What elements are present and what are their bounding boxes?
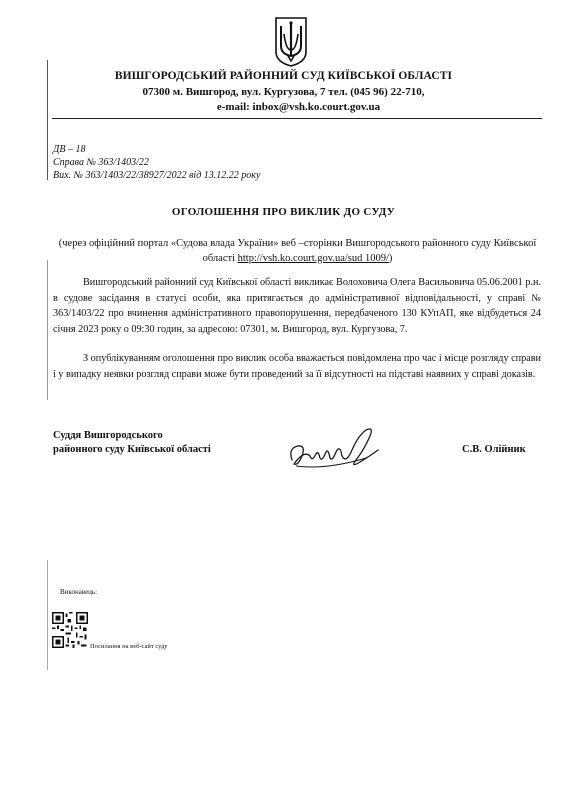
header-divider xyxy=(52,118,542,119)
trident-emblem-icon xyxy=(273,16,309,68)
scan-artifact xyxy=(47,60,48,180)
executor-label: Виконавець: xyxy=(60,588,98,596)
scan-artifact xyxy=(47,560,48,670)
outgoing-number: Вих. № 363/1403/22/38927/2022 від 13.12.22 року xyxy=(53,170,261,181)
court-name: ВИШГОРОДСЬКИЙ РАЙОННИЙ СУД КИЇВСЬКОЇ ОБЛАСТІ xyxy=(114,70,453,82)
judge-title-line2: районного суду Київської області xyxy=(53,444,211,455)
notification-paragraph: З опублікуванням оголошення про виклик особа вважається повідомлена про час і місце розгляду справи і у випадку неявки розгляд справи може бути проведений за її відсутності на підставі наявних у справі доказів. xyxy=(53,353,541,380)
judge-name: С.В. Олійник xyxy=(462,444,526,455)
handwritten-signature xyxy=(286,420,386,480)
notice-title: ОГОЛОШЕННЯ ПРО ВИКЛИК ДО СУДУ xyxy=(171,206,396,218)
qr-code-icon[interactable] xyxy=(52,612,88,648)
court-website-link[interactable]: http://vsh.ko.court.gov.ua/sud 1009/ xyxy=(237,253,389,264)
case-number: Справа № 363/1403/22 xyxy=(53,157,149,168)
judge-title-line1: Суддя Вишгородського xyxy=(53,430,163,441)
summons-paragraph: Вишгородський районний суд Київської області викликає Волоховича Олега Васильовича 05.06.2001 р.н. в судове засідання в статусі особи, яка притягається до адміністративної відповідальності, у справі № 363/1403/22 про вчинення адміністративного правопорушення, передбаченого 130 КУпАП, яке відбудеться 24 січня 2023 року о 09:30 годин, за адресою: 07301, м. Вишгород, вул. Кургузова, 7. xyxy=(53,277,541,335)
court-address: 07300 м. Вишгород, вул. Кургузова, 7 тел. (045 96) 22-710, xyxy=(142,86,425,98)
qr-caption: Посилання на веб-сайт суду xyxy=(90,643,168,650)
document-code: ДВ – 18 xyxy=(53,144,86,155)
publication-note-text: (через офіційний портал «Судова влада України» веб –сторінки Вишгородського районного суду Київської області xyxy=(58,238,537,264)
publication-note-end: ) xyxy=(388,253,393,264)
publication-note xyxy=(55,236,540,266)
court-email: e-mail: inbox@vsh.ko.court.gov.ua xyxy=(216,101,381,113)
scan-artifact xyxy=(47,260,48,400)
